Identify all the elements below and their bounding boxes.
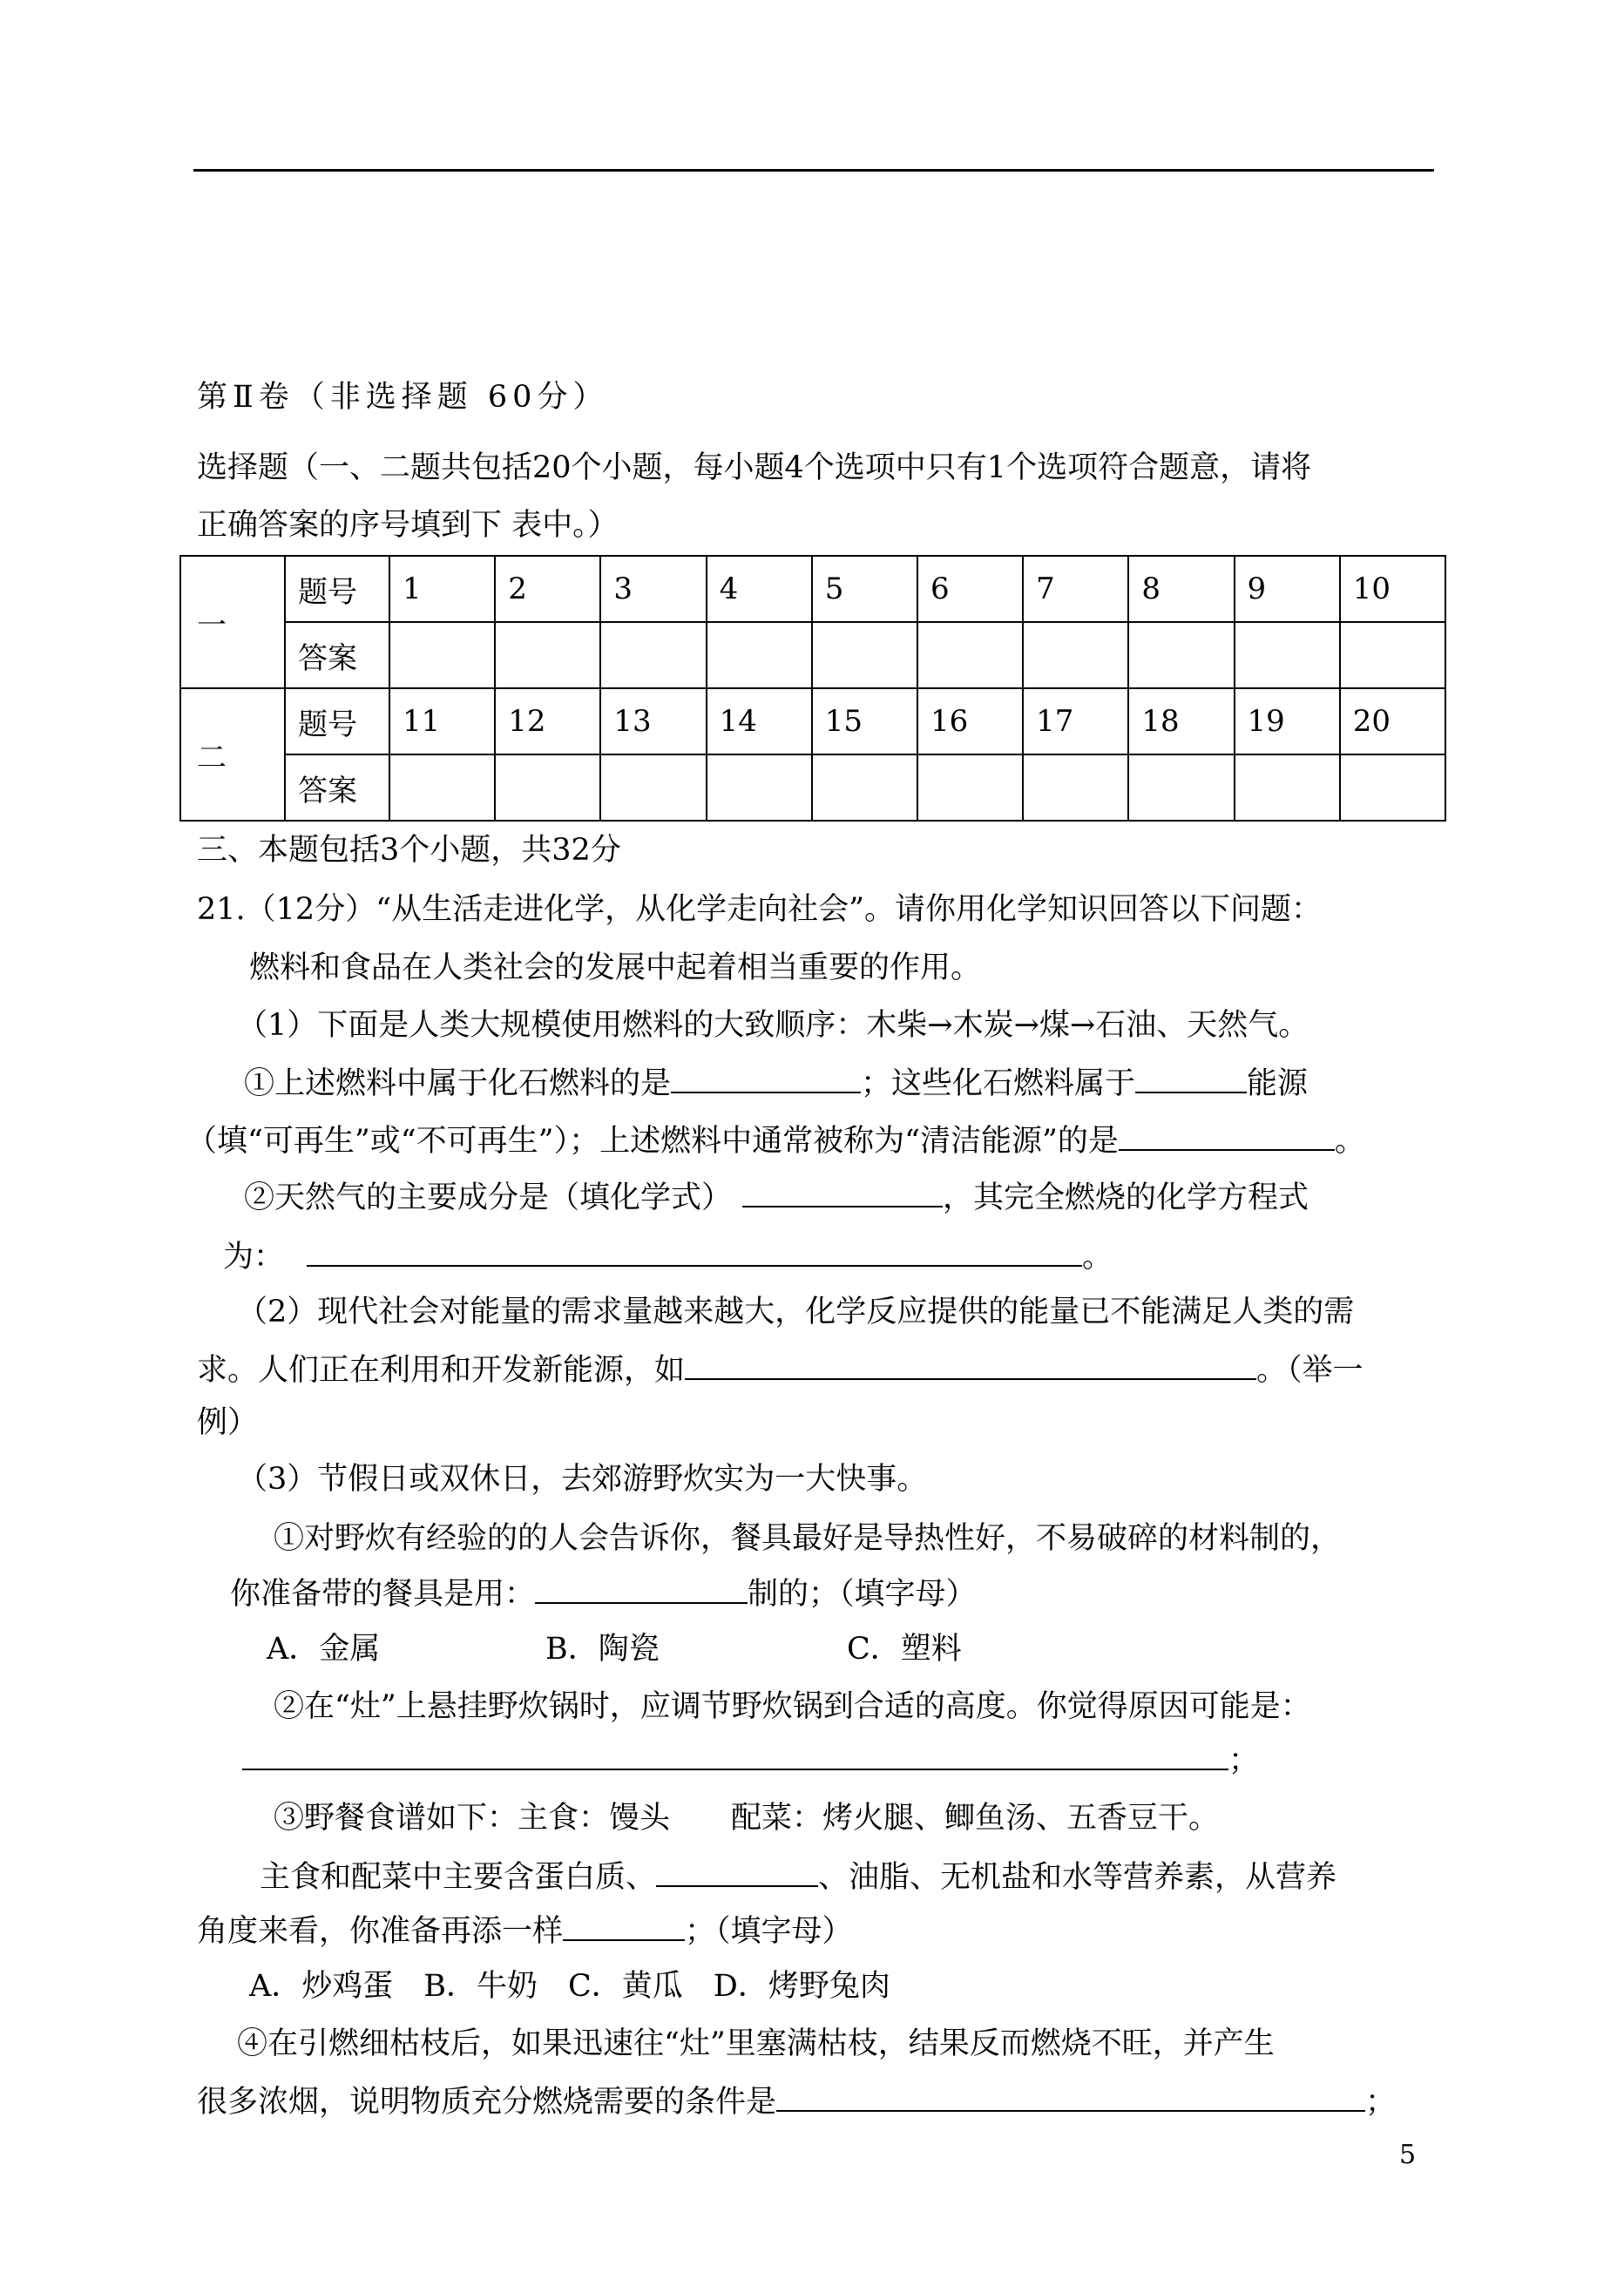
question-number-cell: 11	[389, 688, 495, 754]
row-label-answer: 答案	[285, 754, 389, 821]
text: （填“可再生”或“不可再生”）；上述燃料中通常被称为“清洁能源”的是	[186, 1124, 1119, 1159]
answer-cell[interactable]	[1235, 754, 1340, 821]
text: 能源	[1247, 1066, 1309, 1101]
question-number-cell: 3	[600, 556, 706, 622]
answer-cell[interactable]	[1235, 622, 1340, 688]
q21-part1a-line1	[244, 1062, 1308, 1104]
instructions-line-1: 选择题（一、二题共包括20个小题，每小题4个选项中只有1个选项符合题意，请将	[197, 450, 1312, 485]
text: 角度来看，你准备再添一样	[197, 1914, 564, 1949]
text: 。（举一	[1256, 1353, 1363, 1388]
question-number-cell: 4	[707, 556, 812, 622]
answer-cell[interactable]	[1340, 754, 1445, 821]
text: ；（填字母）	[685, 1914, 853, 1949]
q21-part3d-line2	[197, 2080, 1396, 2122]
q21-part1: （1）下面是人类大规模使用燃料的大致顺序：木柴→木炭→煤→石油、天然气。	[237, 1008, 1309, 1043]
q21-part2-line2	[197, 1349, 1363, 1390]
question-number-cell: 14	[707, 688, 812, 754]
text: 你准备带的餐具是用：	[230, 1577, 536, 1612]
option-c: C．塑料	[847, 1632, 962, 1667]
text: 主食和配菜中主要含蛋白质、	[260, 1860, 657, 1895]
blank-combustion-condition[interactable]	[776, 2080, 1365, 2112]
q21-part1b-line1	[244, 1176, 1309, 1218]
text: ；	[1365, 2085, 1397, 2120]
q21-part1a-line2	[186, 1119, 1365, 1161]
part3-heading: 三、本题包括3个小题，共32分	[197, 833, 621, 868]
section-label: 二	[180, 688, 285, 821]
question-number-cell: 13	[600, 688, 706, 754]
answer-cell[interactable]	[600, 754, 706, 821]
blank-new-energy[interactable]	[685, 1349, 1256, 1380]
text: 求。人们正在利用和开发新能源，如	[197, 1353, 686, 1388]
q21-part3b-line1: ②在“灶”上悬挂野炊锅时，应调节野炊锅到合适的高度。你觉得原因可能是：	[274, 1689, 1311, 1724]
table-row	[180, 754, 1445, 821]
option-b: B．陶瓷	[545, 1632, 660, 1667]
option-a: A．金属	[267, 1632, 381, 1667]
blank-extra-food[interactable]	[563, 1910, 685, 1941]
q21-part3c-line2	[260, 1856, 1336, 1897]
q21-header: 21.（12分）“从生活走进化学，从化学走向社会”。请你用化学知识回答以下问题：	[197, 892, 1322, 927]
text: ，其完全燃烧的化学方程式	[943, 1180, 1309, 1215]
text: ②天然气的主要成分是（填化学式）	[244, 1180, 733, 1215]
q21-part3a-line1: ①对野炊有经验的的人会告诉你，餐具最好是导热性好，不易破碎的材料制的，	[274, 1521, 1342, 1556]
answer-cell[interactable]	[1023, 622, 1128, 688]
blank-clean-energy[interactable]	[1119, 1119, 1335, 1151]
answer-cell[interactable]	[495, 754, 600, 821]
row-label-number: 题号	[285, 556, 389, 622]
instructions-line-2: 正确答案的序号填到下 表中。）	[197, 508, 619, 543]
question-number-cell: 15	[812, 688, 917, 754]
answer-cell[interactable]	[917, 622, 1023, 688]
blank-energy-type[interactable]	[1135, 1062, 1247, 1093]
table-row	[180, 688, 1445, 754]
q21-part3c-line1: ③野餐食谱如下：主食：馒头 配菜：烤火腿、鲫鱼汤、五香豆干。	[274, 1801, 1220, 1836]
section-title: 第Ⅱ卷（非选择题 60分）	[197, 380, 609, 415]
text: 、油脂、无机盐和水等营养素，从营养	[818, 1860, 1337, 1895]
q21-part3a-line2	[230, 1573, 977, 1614]
answer-cell[interactable]	[1023, 754, 1128, 821]
answer-cell[interactable]	[1128, 622, 1234, 688]
blank-tableware[interactable]	[535, 1573, 748, 1604]
question-number-cell: 10	[1340, 556, 1445, 622]
question-number-cell: 1	[389, 556, 495, 622]
table-row	[180, 556, 1445, 622]
text: ①上述燃料中属于化石燃料的是	[244, 1066, 672, 1101]
q21-part3d-line1: ④在引燃细枯枝后，如果迅速往“灶”里塞满枯枝，结果反而燃烧不旺，并产生	[237, 2026, 1275, 2061]
question-number-cell: 9	[1235, 556, 1340, 622]
text: ；	[1228, 1743, 1260, 1778]
question-number-cell: 7	[1023, 556, 1128, 622]
answer-cell[interactable]	[707, 754, 812, 821]
answer-cell[interactable]	[1128, 754, 1234, 821]
question-number-cell: 16	[917, 688, 1023, 754]
answer-cell[interactable]	[389, 622, 495, 688]
section-label: 一	[180, 556, 285, 688]
q21-part3: （3）节假日或双休日，去郊游野炊实为一大快事。	[237, 1462, 928, 1497]
blank-equation[interactable]	[307, 1235, 1082, 1267]
q21-part2-line1: （2）现代社会对能量的需求量越来越大，化学反应提供的能量已不能满足人类的需	[237, 1295, 1355, 1329]
answer-cell[interactable]	[495, 622, 600, 688]
answer-cell[interactable]	[917, 754, 1023, 821]
q21-part3c-line3	[197, 1910, 853, 1951]
header-rule	[193, 169, 1434, 172]
question-number-cell: 5	[812, 556, 917, 622]
answer-cell[interactable]	[389, 754, 495, 821]
page-number: 5	[1399, 2140, 1417, 2170]
question-number-cell: 2	[495, 556, 600, 622]
question-number-cell: 12	[495, 688, 600, 754]
blank-formula[interactable]	[742, 1176, 943, 1207]
row-label-answer: 答案	[285, 622, 389, 688]
q21-part3b-line2	[242, 1739, 1259, 1781]
q21-part3c-options: A．炒鸡蛋 B．牛奶 C．黄瓜 D．烤野兔肉	[249, 1969, 890, 2004]
question-number-cell: 17	[1023, 688, 1128, 754]
answer-cell[interactable]	[1340, 622, 1445, 688]
text: 制的；（填字母）	[748, 1577, 977, 1612]
row-label-number: 题号	[285, 688, 389, 754]
answer-cell[interactable]	[600, 622, 706, 688]
text: ；这些化石燃料属于	[861, 1066, 1136, 1101]
text: 为：	[223, 1240, 285, 1275]
blank-nutrient[interactable]	[656, 1856, 818, 1887]
blank-reason[interactable]	[242, 1739, 1228, 1770]
table-row	[180, 622, 1445, 688]
question-number-cell: 6	[917, 556, 1023, 622]
text: 。	[1334, 1124, 1365, 1159]
q21-part1b-line2	[223, 1235, 1113, 1277]
answer-cell[interactable]	[812, 754, 917, 821]
question-number-cell: 18	[1128, 688, 1234, 754]
question-number-cell: 20	[1340, 688, 1445, 754]
q21-part2-line3: 例）	[197, 1405, 259, 1440]
q21-intro: 燃料和食品在人类社会的发展中起着相当重要的作用。	[249, 950, 982, 985]
blank-fossil-fuels[interactable]	[671, 1062, 861, 1093]
answer-cell[interactable]	[707, 622, 812, 688]
question-number-cell: 19	[1235, 688, 1340, 754]
answer-cell[interactable]	[812, 622, 917, 688]
text: 。	[1082, 1240, 1113, 1275]
answer-table	[179, 555, 1446, 822]
text: 很多浓烟，说明物质充分燃烧需要的条件是	[197, 2085, 777, 2120]
question-number-cell: 8	[1128, 556, 1234, 622]
